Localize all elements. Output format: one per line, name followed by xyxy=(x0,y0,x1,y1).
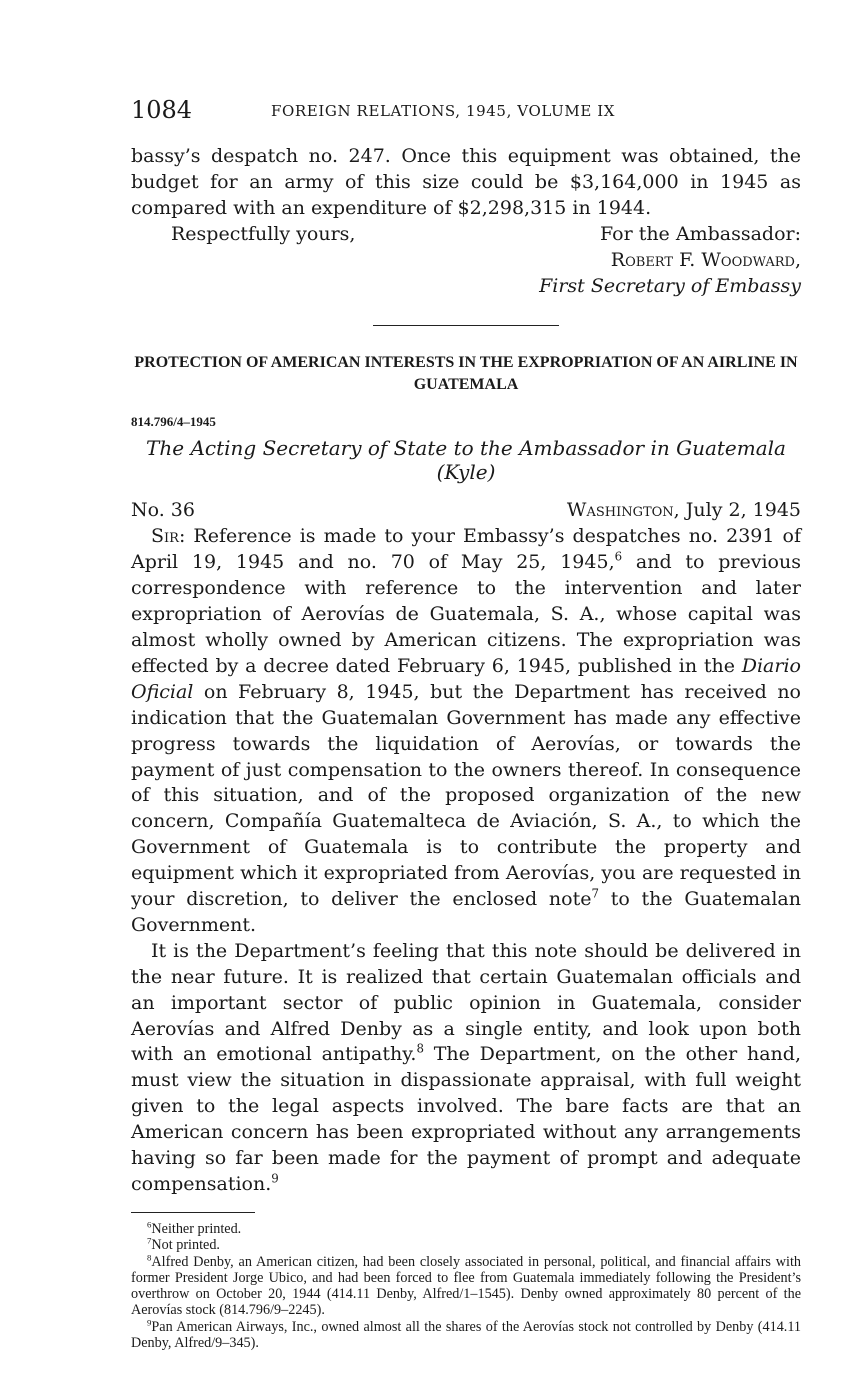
footnote-mark: 6 xyxy=(147,1219,152,1230)
paragraph-1 xyxy=(131,524,801,939)
for-ambassador-line: For the Ambassador: xyxy=(599,222,801,245)
paragraph-1-text-b: and to previous correspondence with reference to the intervention and later expropriation of Aerovías de Guatemala, S. A., whose capital was almost wholly owned by American citizens. The expropriation was effected by a decree dated February 6, 1945, published in the xyxy=(131,551,801,677)
paragraph-1-text-c: on February 8, 1945, but the Department has received no indication that the Guatemalan Government has made any effective progress towards the liquidation of Aerovías, or towards the payment of just compensation to the owners thereof. In consequence of this situation, and of the proposed organization of the new concern, Compañía Guatemalteca de Aviación, S. A., to which the Government of Guatemala is to contribute the property and equipment which it expropriated from Aerovías, you are requested in your discretion, to deliver the enclosed note xyxy=(131,680,801,911)
running-head xyxy=(131,96,801,124)
paragraph-2-text-a: It is the Department’s feeling that this note should be delivered in the near future. It is realized that certain Guatemalan officials and an important sector of public opinion in Guatemala, consider Aerovías and Alfred Denby as a single entity, and look upon both with an emotional antipathy. xyxy=(131,939,801,1066)
footnote-ref-8: 8 xyxy=(416,1042,424,1057)
footnote-mark: 9 xyxy=(147,1316,152,1327)
footnotes xyxy=(131,1221,801,1351)
footnote-ref-6: 6 xyxy=(614,549,623,564)
paragraph-1-text-a: Reference is made to your Embassy’s despatches no. 2391 of April 19, 1945 and no. 70 of May 25, 1945, xyxy=(131,525,801,574)
salutation: Sir: xyxy=(151,525,186,548)
footnote-text: Alfred Denby, an American citizen, had been closely associated in personal, political, and financial affairs with former President Jorge Ubico, and had been forced to flee from Guatemala immediately following the President’s overthrow on October 20, 1944 (414.11 Denby, Alfred/1–1545). Denby owned approximately 80 percent of the Aerovías stock (814.796/9–2245). xyxy=(131,1253,801,1319)
footnote-mark: 7 xyxy=(147,1235,152,1246)
footnote-text: Pan American Airways, Inc., owned almost all the shares of the Aerovías stock not controlled by Denby (414.11 Denby, Alfred/9–345). xyxy=(131,1318,801,1351)
footnote xyxy=(131,1221,801,1237)
paragraph-1-text-d: to the Guatemalan Government. xyxy=(131,888,801,936)
footnote xyxy=(131,1316,801,1352)
paragraph-2-text-b: The Department, on the other hand, must view the situation in dispassionate appraisal, with full weight given to the legal aspects involved. The bare facts are that an American concern has been expropriated without any arrangements having so far been made for the payment of prompt and adequate compensation. xyxy=(131,1043,801,1195)
signer-name: Robert F. Woodward, xyxy=(610,248,801,271)
document-number: No. 36 xyxy=(131,499,195,522)
dateline-date: July 2, 1945 xyxy=(679,499,801,522)
dateline-place: Washington, xyxy=(566,499,680,522)
paragraph-2 xyxy=(131,939,801,1198)
section-divider xyxy=(373,325,559,326)
signer-title: First Secretary of Embassy xyxy=(539,274,801,297)
file-number: 814.796/4–1945 xyxy=(131,414,216,430)
dateline-place-date xyxy=(567,498,801,524)
footnote-divider xyxy=(131,1212,255,1213)
document-page xyxy=(131,96,801,1351)
continued-paragraph: bassy’s despatch no. 247. Once this equipment was obtained, the budget for an army of this size could be $3,164,000 in 1945 as compared with an expenditure of $2,298,315 in 1944. xyxy=(131,145,801,219)
footnote-ref-7: 7 xyxy=(591,886,599,901)
footnote-text: Neither printed. xyxy=(151,1220,242,1237)
diario-oficial: Diario Oficial xyxy=(131,654,801,703)
footnote-ref-9: 9 xyxy=(271,1171,279,1186)
closing-row xyxy=(131,222,801,248)
footnote xyxy=(131,1237,801,1253)
complimentary-close: Respectfully yours, xyxy=(171,222,356,245)
running-head-title: FOREIGN RELATIONS, 1945, VOLUME IX xyxy=(271,102,616,120)
footnote-text: Not printed. xyxy=(151,1237,220,1254)
document-title: The Acting Secretary of State to the Ambassador in Guatemala (Kyle) xyxy=(146,436,786,485)
dateline xyxy=(131,498,801,524)
footnote-mark: 8 xyxy=(147,1251,152,1262)
page-number: 1084 xyxy=(131,96,193,124)
footnote xyxy=(131,1251,801,1319)
section-heading: PROTECTION OF AMERICAN INTERESTS IN THE EXPROPRIATION OF AN AIRLINE IN GUATEMALA xyxy=(134,354,798,394)
